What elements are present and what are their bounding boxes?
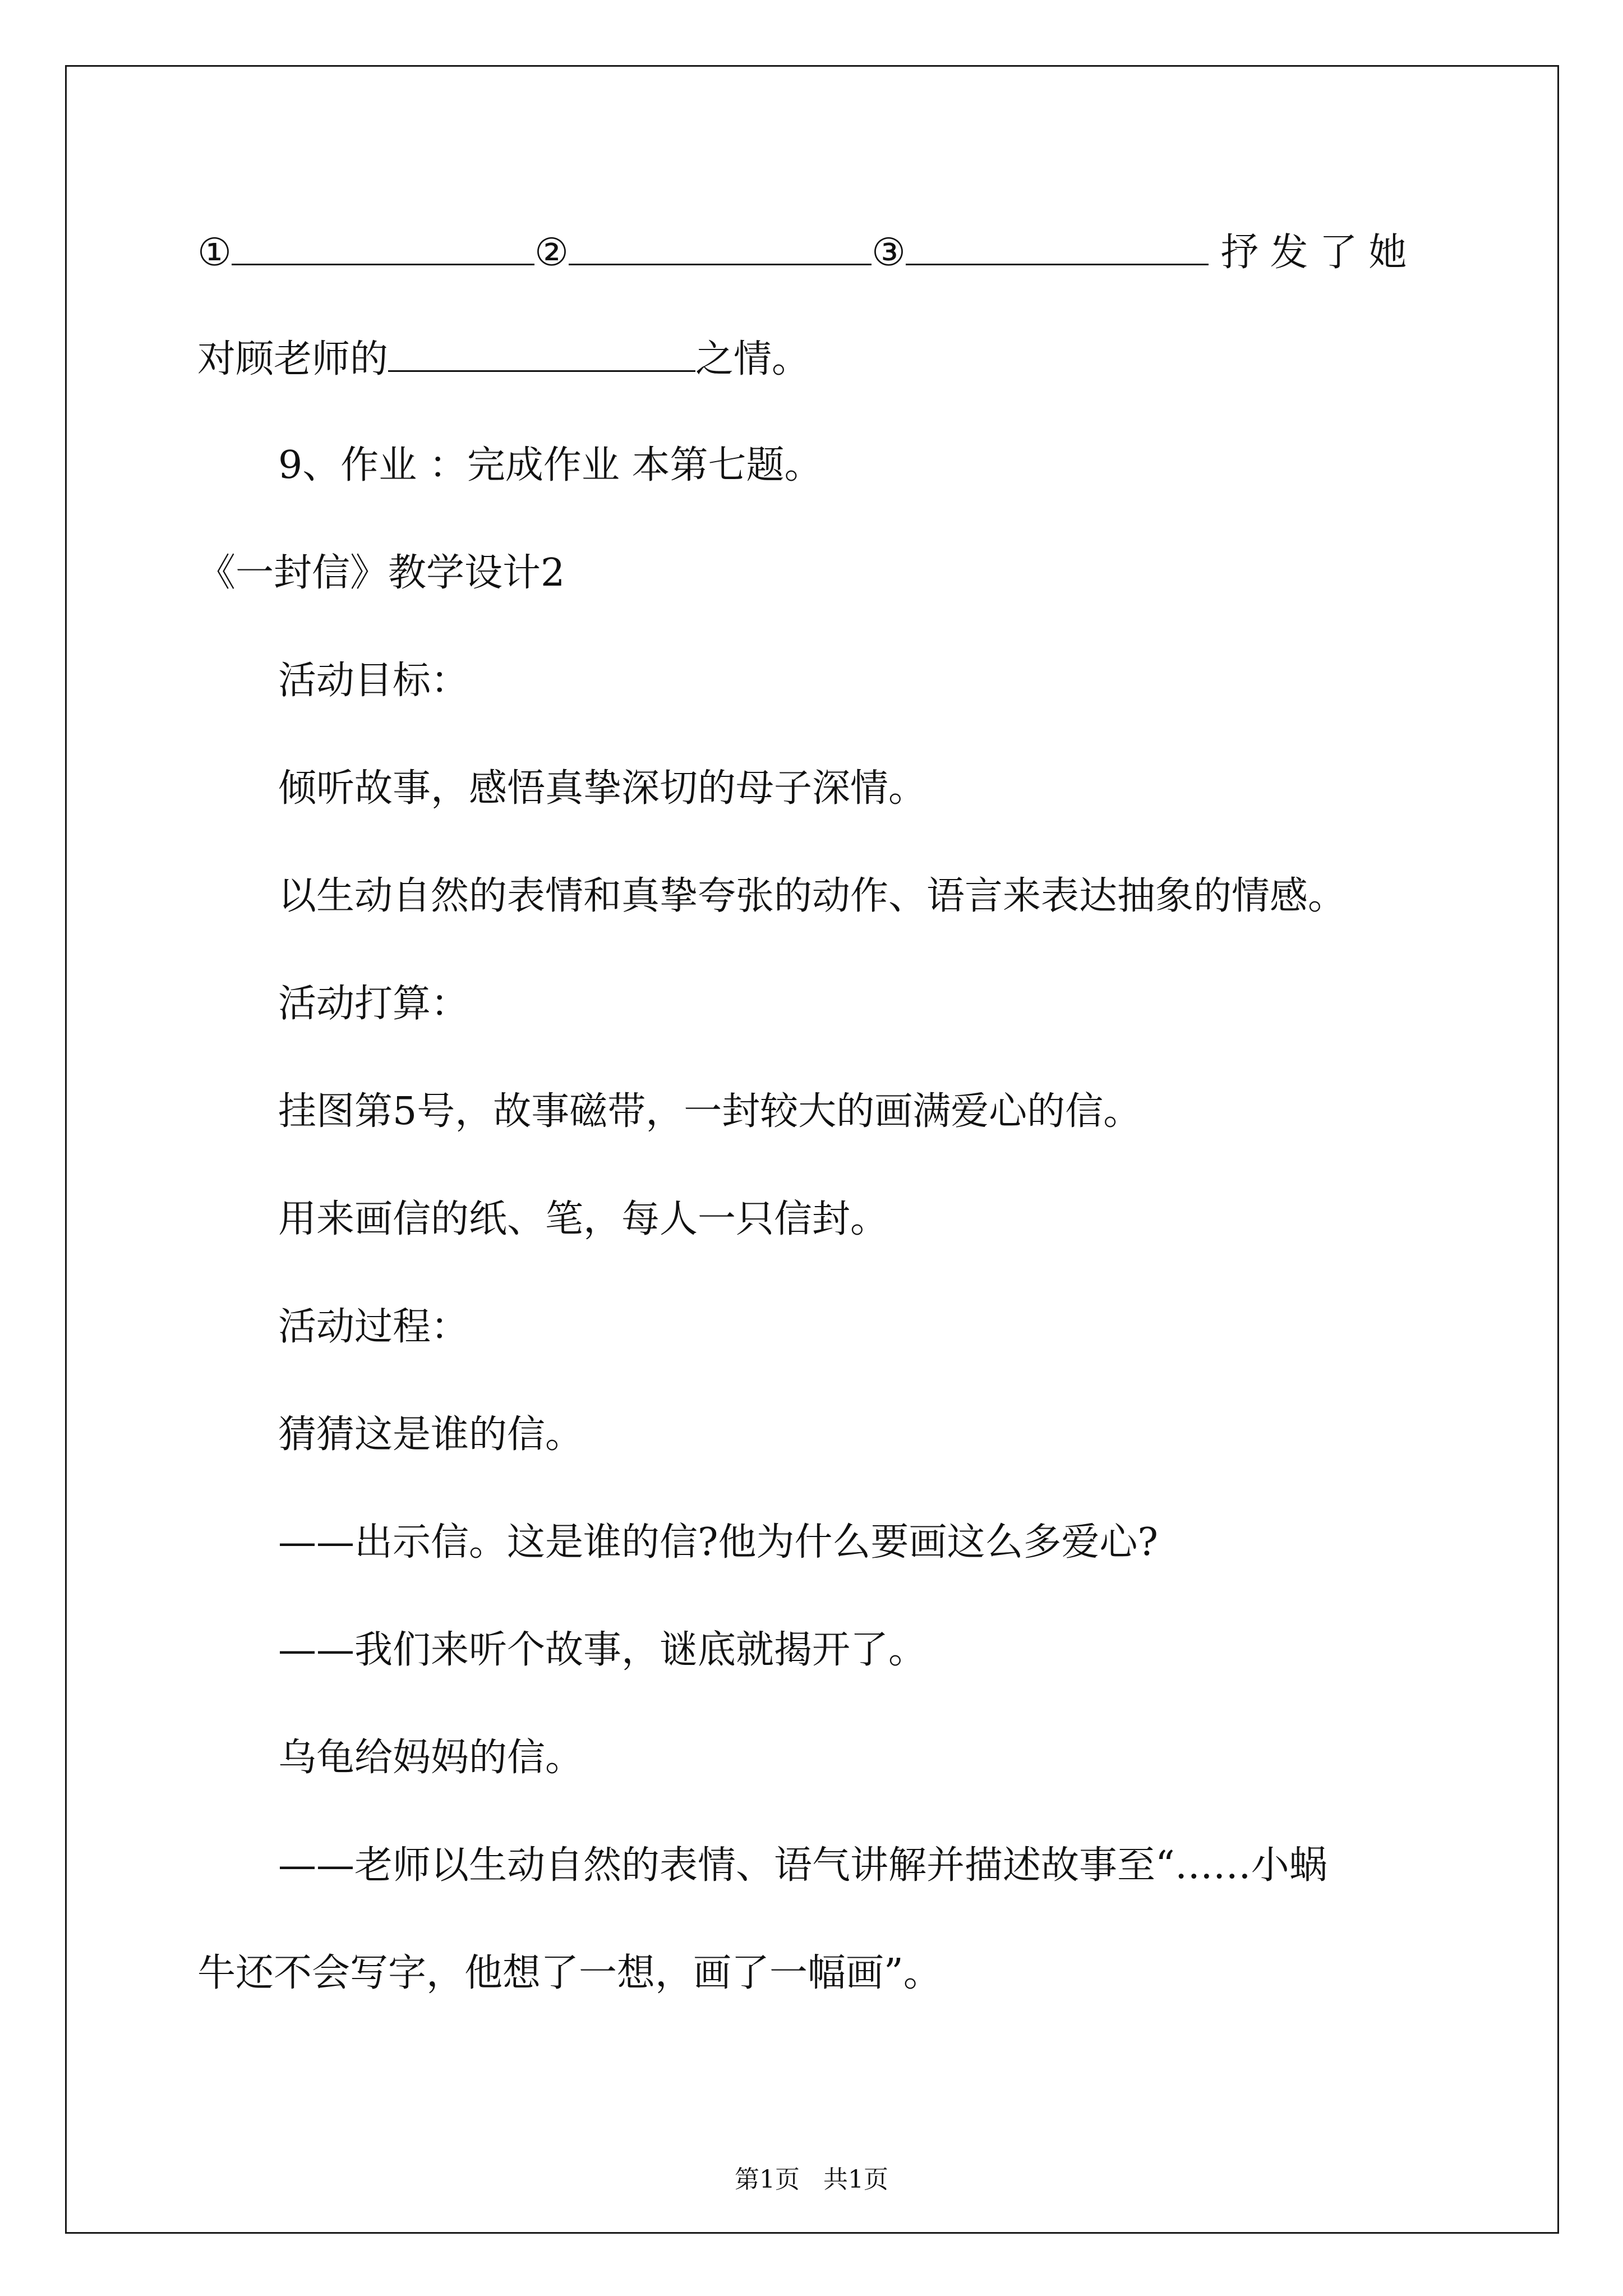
heading-activity-goals: 活动目标： xyxy=(278,659,469,703)
goal-item-1: 倾听故事，感悟真挚深切的母子深情。 xyxy=(278,766,927,811)
homework-line: 9、作业 ：完成作业 本第七题。 xyxy=(278,443,823,487)
heading-activity-process: 活动过程： xyxy=(278,1305,469,1349)
answer-blank-1 xyxy=(232,229,534,265)
process-step-2-detail-1: ——老师以生动自然的表情、语气讲解并描述故事至“……小蜗 xyxy=(278,1843,1327,1888)
heading-activity-prep: 活动打算： xyxy=(278,982,469,1026)
marker-3: ③ xyxy=(871,231,906,275)
process-step-1-detail-2: ——我们来听个故事，谜底就揭开了。 xyxy=(278,1628,927,1672)
page-border xyxy=(65,65,1559,2234)
page-footer: 第1页 共1页 xyxy=(735,2165,888,2194)
marker-1: ① xyxy=(197,231,232,275)
answer-blank-4 xyxy=(388,335,695,372)
marker-2: ② xyxy=(534,231,569,275)
process-step-1: 猜猜这是谁的信。 xyxy=(278,1412,584,1457)
section-title: 《一封信》教学设计2 xyxy=(197,551,565,595)
prep-item-1: 挂图第5号，故事磁带，一封较大的画满爱心的信。 xyxy=(278,1089,1142,1134)
process-step-1-detail-1: ——出示信。这是谁的信?他为什么要画这么多爱心? xyxy=(278,1520,1158,1565)
prep-item-2: 用来画信的纸、笔，每人一只信封。 xyxy=(278,1197,889,1241)
process-step-2: 乌龟给妈妈的信。 xyxy=(278,1736,584,1780)
fill-line2-tail: 之情。 xyxy=(695,337,810,381)
answer-blank-3 xyxy=(906,229,1209,265)
fill-line2-head: 对顾老师的 xyxy=(197,337,389,381)
fill-line-tail: 抒发了她 xyxy=(1220,231,1418,275)
answer-blank-2 xyxy=(569,229,872,265)
fill-blank-line-2 xyxy=(197,335,810,382)
process-step-2-detail-1-cont: 牛还不会写字，他想了一想，画了一幅画”。 xyxy=(197,1951,942,1995)
goal-item-2: 以生动自然的表情和真挚夸张的动作、语言来表达抽象的情感。 xyxy=(278,874,1347,918)
fill-blank-line-1 xyxy=(197,229,1418,275)
